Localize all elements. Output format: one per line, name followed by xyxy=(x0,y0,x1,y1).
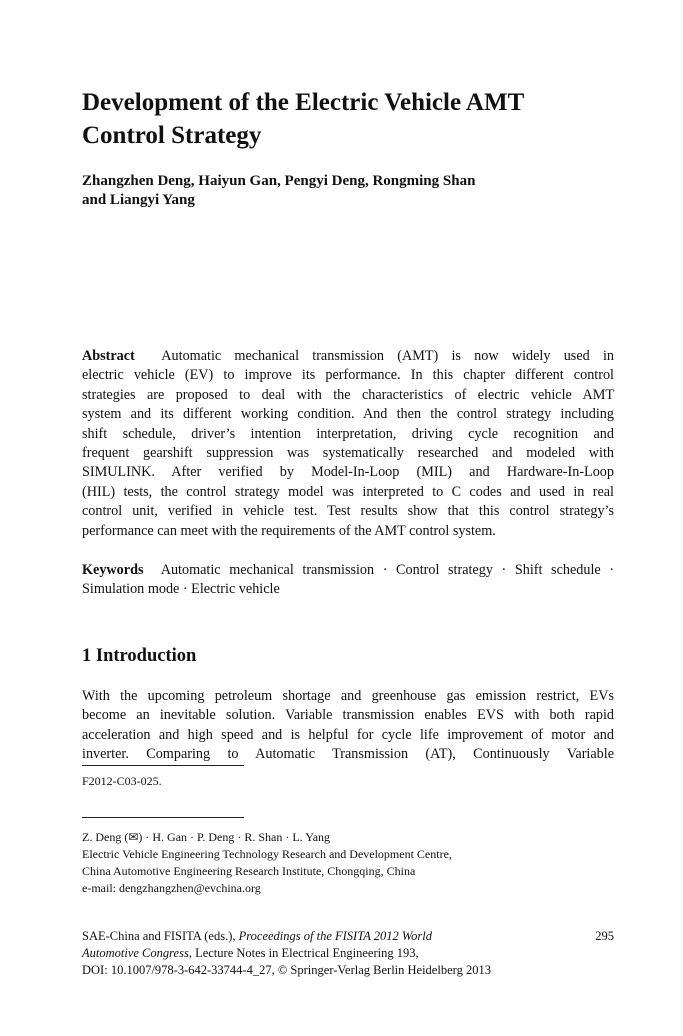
footnote-id: F2012-C03-025. xyxy=(82,774,162,788)
intro-line: acceleration and high speed and is helpful for cycle life improvement of motor and xyxy=(82,726,614,743)
abstract-line: strategies are proposed to deal with the characteristics of electric vehicle AMT xyxy=(82,386,614,403)
section-heading: 1 Introduction xyxy=(82,646,197,666)
intro-line: become an inevitable solution. Variable transmission enables EVS with both rapid xyxy=(82,707,614,724)
title-line: Development of the Electric Vehicle AMT xyxy=(82,89,525,116)
title-line: Control Strategy xyxy=(82,122,262,149)
introduction-text xyxy=(82,687,614,765)
abstract-label: Abstract xyxy=(82,348,135,364)
keywords-line: Automatic mechanical transmission · Control strategy · Shift schedule · xyxy=(160,562,615,578)
footer-text: , Lecture Notes in Electrical Engineering 193, xyxy=(188,946,419,960)
author-list xyxy=(82,172,614,210)
keywords-line: Simulation mode · Electric vehicle xyxy=(82,581,280,598)
affiliation xyxy=(82,829,614,897)
doi-line: DOI: 10.1007/978-3-642-33744-4_27, © Springer-Verlag Berlin Heidelberg 2013 xyxy=(82,963,491,977)
abstract-line: performance can meet with the requirements of the AMT control system. xyxy=(82,522,496,539)
proceedings-title: Proceedings of the FISITA 2012 World xyxy=(238,929,433,943)
abstract-line: SIMULINK. After verified by Model-In-Loop (MIL) and Hardware-In-Loop xyxy=(82,464,614,481)
proceedings-title: Automotive Congress xyxy=(82,946,189,960)
abstract-line: Automatic mechanical transmission (AMT) is now widely used in xyxy=(161,348,614,364)
abstract-line: frequent gearshift suppression was systematically researched and modeled with xyxy=(82,445,614,462)
abstract-line: control unit, verified in vehicle test. Test results show that this control strategy’s xyxy=(82,503,614,520)
author-line: and Liangyi Yang xyxy=(82,192,195,208)
affiliation-line: Z. Deng (✉) · H. Gan · P. Deng · R. Shan · L. Yang xyxy=(82,830,331,844)
abstract-line: electric vehicle (EV) to improve its performance. In this chapter different control xyxy=(82,367,614,384)
footer-text: SAE-China and FISITA (eds.), xyxy=(82,929,239,943)
intro-line: With the upcoming petroleum shortage and greenhouse gas emission restrict, EVs xyxy=(82,688,614,704)
abstract-line: system and its different working condition. And then the control strategy including xyxy=(82,406,614,423)
page-number: 295 xyxy=(595,929,614,943)
abstract xyxy=(82,347,614,541)
author-line: Zhangzhen Deng, Haiyun Gan, Pengyi Deng, Rongming Shan xyxy=(82,173,476,189)
affiliation-line: China Automotive Engineering Research Institute, Chongqing, China xyxy=(82,864,416,878)
email-line: e-mail: dengzhangzhen@evchina.org xyxy=(82,881,261,895)
abstract-line: shift schedule, driver’s intention interpretation, driving cycle recognition and xyxy=(82,425,614,442)
abstract-line: (HIL) tests, the control strategy model was interpreted to C codes and used in real xyxy=(82,483,614,500)
intro-line: inverter. Comparing to Automatic Transmission (AT), Continuously Variable xyxy=(82,746,614,763)
footnote-divider xyxy=(82,817,244,818)
page-footer xyxy=(82,928,614,979)
keywords xyxy=(82,561,614,600)
paper-title xyxy=(82,86,614,152)
keywords-label: Keywords xyxy=(82,562,144,578)
affiliation-line: Electric Vehicle Engineering Technology Research and Development Centre, xyxy=(82,847,452,861)
footnote-divider xyxy=(82,765,244,766)
